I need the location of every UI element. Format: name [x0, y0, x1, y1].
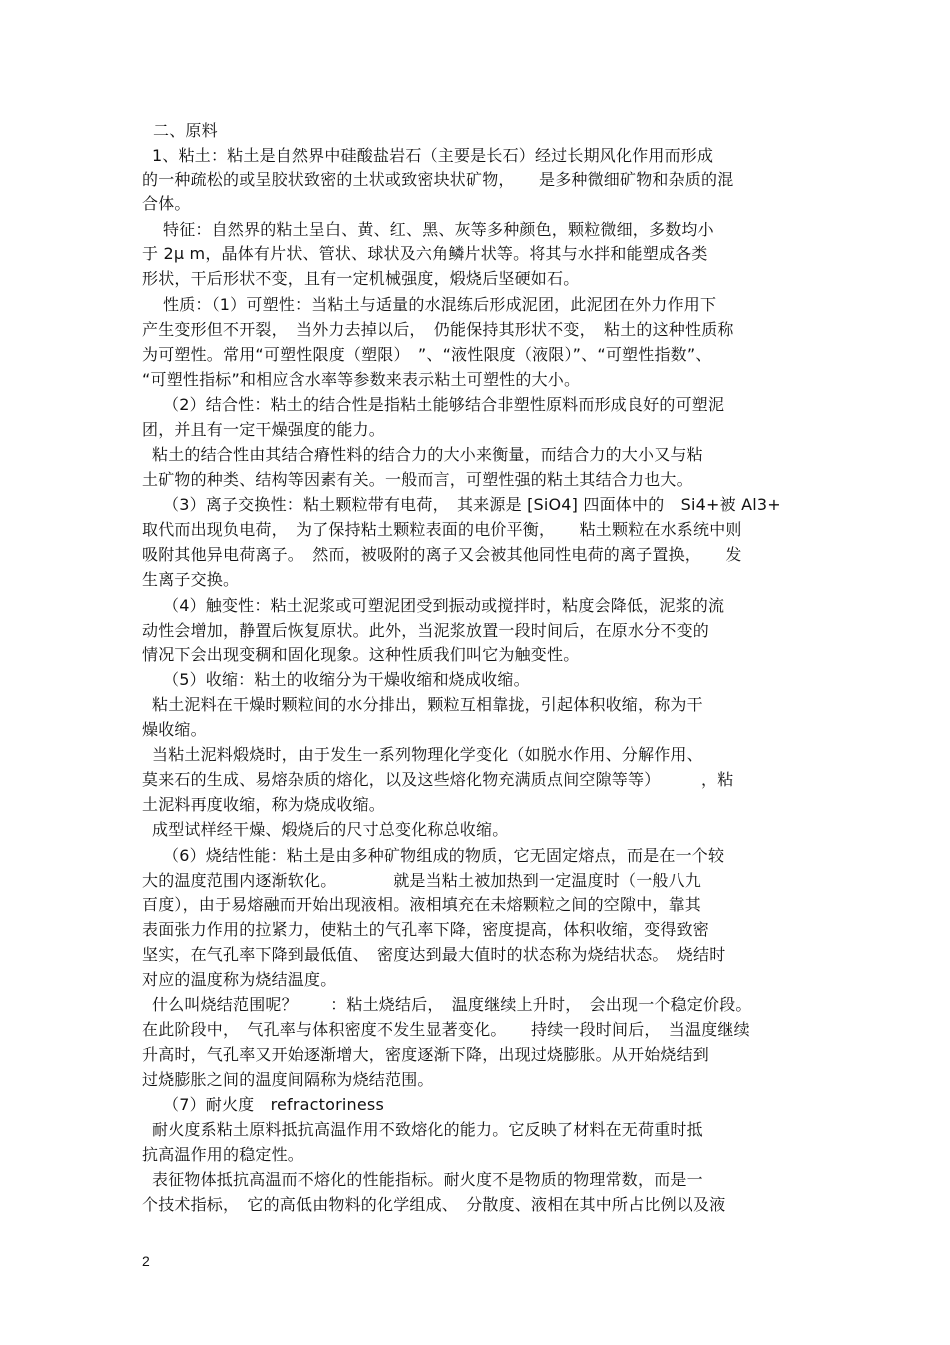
text-line: （4）触变性：粘土泥浆或可塑泥团受到振动或搅拌时，粘度会降低，泥浆的流 — [163, 596, 725, 615]
text-line: 坚实，在气孔率下降到最低值、 密度达到最大值时的状态称为烧结状态。 烧结时 — [142, 945, 726, 964]
text-line: （7）耐火度 refractoriness — [163, 1095, 385, 1114]
text-line: 性质：（1）可塑性：当粘土与适量的水混练后形成泥团，此泥团在外力作用下 — [163, 295, 717, 314]
text-line: 燥收缩。 — [142, 720, 207, 739]
text-line: 当粘土泥料煅烧时，由于发生一系列物理化学变化（如脱水作用、分解作用、 — [152, 745, 703, 764]
text-line: 于 2μ m，晶体有片状、管状、球状及六角鳞片状等。将其与水拌和能塑成各类 — [142, 244, 708, 263]
text-line: 吸附其他异电荷离子。 然而，被吸附的离子又会被其他同性电荷的离子置换， 发 — [142, 545, 742, 564]
text-line: 生离子交换。 — [142, 570, 240, 589]
text-line: 耐火度系粘土原料抵抗高温作用不致熔化的能力。它反映了材料在无荷重时抵 — [152, 1120, 703, 1139]
text-line: 在此阶段中， 气孔率与体积密度不发生显著变化。 持续一段时间后， 当温度继续 — [142, 1020, 750, 1039]
text-line: 表征物体抵抗高温而不熔化的性能指标。耐火度不是物质的物理常数，而是一 — [152, 1170, 703, 1189]
text-line: 为可塑性。常用“可塑性限度（塑限） ”、“液性限度（液限）”、“可塑性指数”、 — [142, 345, 712, 364]
text-line: 什么叫烧结范围呢？ ：粘土烧结后， 温度继续上升时， 会出现一个稳定价段。 — [152, 995, 752, 1014]
text-line: （6）烧结性能：粘土是由多种矿物组成的物质，它无固定熔点，而是在一个较 — [163, 846, 725, 865]
page-number: 2 — [142, 1253, 150, 1269]
text-line: 百度），由于易熔融而开始出现液相。液相填充在未熔颗粒之间的空隙中，靠其 — [142, 895, 702, 914]
text-line: 粘土的结合性由其结合瘠性料的结合力的大小来衡量，而结合力的大小又与粘 — [152, 445, 703, 464]
text-line: （2）结合性：粘土的结合性是指粘土能够结合非塑性原料而形成良好的可塑泥 — [163, 395, 725, 414]
text-line: 对应的温度称为烧结温度。 — [142, 970, 337, 989]
text-line: 个技术指标， 它的高低由物料的化学组成、 分散度、液相在其中所占比例以及液 — [142, 1195, 726, 1214]
text-line: 过烧膨胀之间的温度间隔称为烧结范围。 — [142, 1070, 434, 1089]
text-line: 产生变形但不开裂， 当外力去掉以后， 仍能保持其形状不变， 粘土的这种性质称 — [142, 320, 734, 339]
text-line: 特征：自然界的粘土呈白、黄、红、黑、灰等多种颜色，颗粒微细，多数均小 — [163, 220, 714, 239]
text-line: 成型试样经干燥、煅烧后的尺寸总变化称总收缩。 — [152, 820, 509, 839]
text-line: 团，并且有一定干燥强度的能力。 — [142, 420, 386, 439]
section-heading: 二、原料 — [153, 121, 218, 140]
text-line: 升高时，气孔率又开始逐渐增大，密度逐渐下降，出现过烧膨胀。从开始烧结到 — [142, 1045, 710, 1064]
text-line: 1、粘土：粘土是自然界中硅酸盐岩石（主要是长石）经过长期风化作用而形成 — [152, 146, 714, 165]
text-line: 情况下会出现变稠和固化现象。这种性质我们叫它为触变性。 — [142, 645, 580, 664]
text-line: 合体。 — [142, 194, 191, 213]
text-line: 取代而出现负电荷， 为了保持粘土颗粒表面的电价平衡， 粘土颗粒在水系统中则 — [142, 520, 742, 539]
text-line: 土矿物的种类、结构等因素有关。一般而言，可塑性强的粘土其结合力也大。 — [142, 470, 693, 489]
text-line: 的一种疏松的或呈胶状致密的土状或致密块状矿物， 是多种微细矿物和杂质的混 — [142, 170, 734, 189]
text-line: 土泥料再度收缩，称为烧成收缩。 — [142, 795, 386, 814]
text-line: 粘土泥料在干燥时颗粒间的水分排出，颗粒互相靠拢，引起体积收缩，称为干 — [152, 695, 703, 714]
text-line: 大的温度范围内逐渐软化。 就是当粘土被加热到一定温度时（一般八九 — [142, 871, 702, 890]
text-line: （3）离子交换性：粘土颗粒带有电荷， 其来源是 [SiO4] 四面体中的 Si4+被 Al3+ — [163, 495, 781, 514]
text-line: 形状，干后形状不变，且有一定机械强度，煅烧后坚硬如石。 — [142, 269, 580, 288]
text-line: 动性会增加，静置后恢复原状。此外，当泥浆放置一段时间后，在原水分不变的 — [142, 621, 710, 640]
text-line: （5）收缩：粘土的收缩分为干燥收缩和烧成收缩。 — [163, 670, 530, 689]
text-line: 莫来石的生成、易熔杂质的熔化，以及这些熔化物充满质点间空隙等等） ，粘 — [142, 770, 734, 789]
text-line: “可塑性指标”和相应含水率等参数来表示粘土可塑性的大小。 — [142, 370, 581, 389]
text-line: 抗高温作用的稳定性。 — [142, 1145, 305, 1164]
text-line: 表面张力作用的拉紧力，使粘土的气孔率下降，密度提高，体积收缩，变得致密 — [142, 920, 710, 939]
